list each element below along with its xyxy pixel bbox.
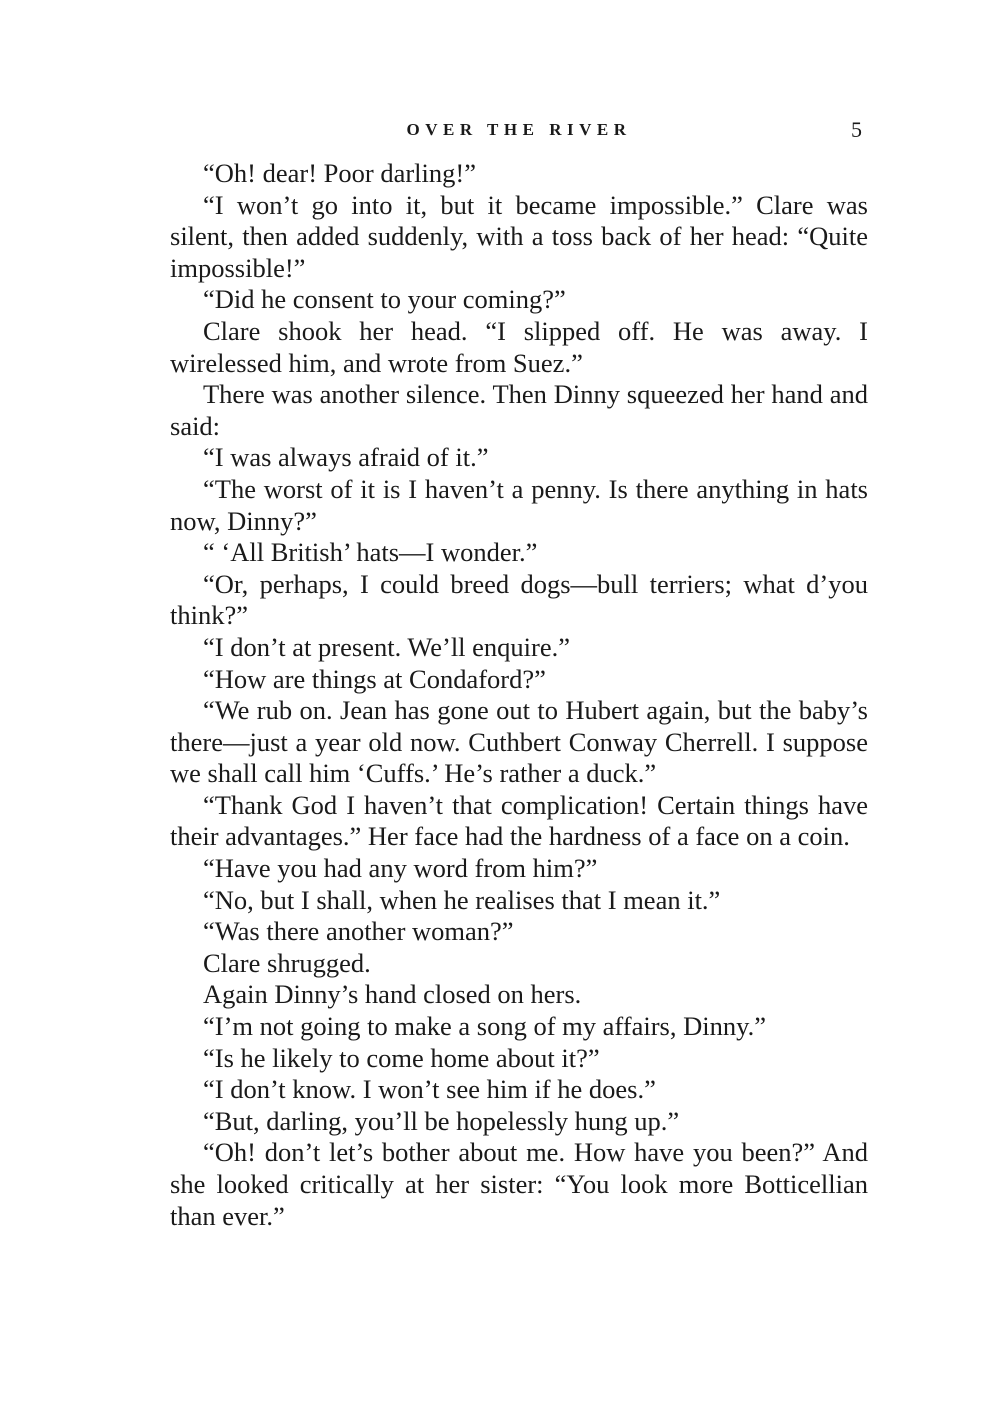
paragraph: Clare shook her head. “I slipped off. He was away. I wirelessed him, and wrote from Suez.” xyxy=(170,315,868,378)
paragraph: “Was there another woman?” xyxy=(203,916,514,947)
paragraph: “Or, perhaps, I could breed dogs—bull terriers; what d’you think?” xyxy=(170,568,868,631)
paragraph: “Have you had any word from him?” xyxy=(203,853,598,884)
paragraph: Clare shrugged. xyxy=(203,947,371,978)
paragraph: “I don’t know. I won’t see him if he does.” xyxy=(203,1074,656,1105)
paragraph: “I don’t at present. We’ll enquire.” xyxy=(203,631,571,662)
paragraph: “Oh! don’t let’s bother about me. How have you been?” And she looked critically at her sister: “You look more Botticellian than ever.” xyxy=(170,1137,868,1231)
paragraph: “But, darling, you’ll be hopelessly hung up.” xyxy=(203,1105,680,1136)
page-number: 5 xyxy=(851,117,862,142)
paragraph: “We rub on. Jean has gone out to Hubert again, but the baby’s there—just a year old now. Cuthbert Conway Cherrell. I suppose we shall call him ‘Cuffs.’ He’s rather a duck.” xyxy=(170,695,868,789)
paragraph: “The worst of it is I haven’t a penny. Is there anything in hats now, Dinny?” xyxy=(170,473,868,536)
paragraph: There was another silence. Then Dinny squeezed her hand and said: xyxy=(170,379,868,441)
paragraph: “Oh! dear! Poor darling!” xyxy=(203,158,476,188)
paragraph: “Did he consent to your coming?” xyxy=(203,284,566,315)
paragraph: “How are things at Condaford?” xyxy=(203,663,546,694)
paragraph: “I was always afraid of it.” xyxy=(203,442,489,473)
paragraph: “Is he likely to come home about it?” xyxy=(203,1042,600,1073)
paragraph: “I won’t go into it, but it became impossible.” Clare was silent, then added suddenly, with a toss back of her head: “Quite impossible!” xyxy=(170,189,868,283)
paragraph: “ ‘All British’ hats—I wonder.” xyxy=(203,537,538,568)
paragraph: “No, but I shall, when he realises that I mean it.” xyxy=(203,884,721,915)
running-head xyxy=(170,118,868,142)
running-title: OVER THE RIVER xyxy=(406,120,632,139)
paragraph: Again Dinny’s hand closed on hers. xyxy=(203,979,582,1010)
paragraph: “Thank God I haven’t that complication! Certain things have their advantages.” Her face had the hardness of a face on a coin. xyxy=(170,789,868,852)
body-text xyxy=(170,158,868,1232)
paragraph: “I’m not going to make a song of my affairs, Dinny.” xyxy=(203,1011,766,1042)
